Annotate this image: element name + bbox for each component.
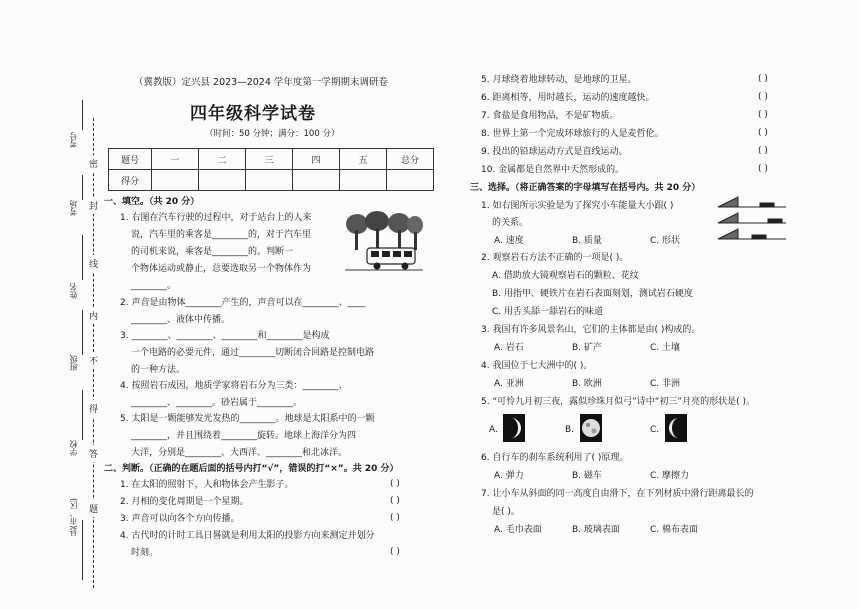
label-exam-room: 考场: [69, 200, 78, 216]
score-cell: 总分: [387, 149, 434, 170]
question-line: 1. 右图在汽车行驶的过程中，对于站台上的人来: [120, 213, 312, 223]
choice-option[interactable]: C. 土壤: [650, 343, 681, 353]
question-line: ________、________。砂岩属于________。: [131, 398, 303, 408]
underline: [82, 235, 83, 280]
choice-question: 5. “可怜九月初三夜，露似珍珠月似弓”诗中“初三”月亮的形状是( )。: [481, 397, 755, 407]
choice-option[interactable]: C. 棉布表面: [650, 525, 699, 535]
seal-char: 题: [89, 500, 98, 517]
question-line: 2. 声音是由物体________产生的，声音可以在________、____: [120, 298, 366, 308]
seal-char: 内: [89, 307, 98, 324]
choice-option[interactable]: B. 磁车: [572, 471, 602, 481]
score-table-score-row: [109, 170, 434, 191]
section-fill-blank: 一、填空。（共 20 分）: [104, 197, 200, 207]
question-line: 大洋，分别是________、大西洋、________和北冰洋。: [131, 448, 348, 458]
section-judge: 二、判断。（正确的在题后面的括号内打“√”，错误的打“×”。共 20 分）: [104, 464, 399, 474]
choice-question: 7. 让小车从斜面的同一高度自由滑下，在下列材质中滑行距离最长的: [481, 489, 754, 499]
answer-paren[interactable]: ( ): [758, 128, 768, 138]
choice-question: 6. 自行车的刹车系统利用了( )原理。: [481, 453, 629, 463]
score-input-cell[interactable]: [387, 170, 434, 191]
answer-paren[interactable]: ( ): [390, 479, 400, 489]
score-input-cell[interactable]: [152, 170, 199, 191]
score-table-header-row: [109, 149, 434, 170]
choice-option[interactable]: B. 用指甲、硬铁片在岩石表面刻划，测试岩石硬度: [492, 289, 693, 299]
answer-paren[interactable]: ( ): [758, 110, 768, 120]
underline: [82, 310, 83, 355]
choice-question: 2. 观察岩石方法不正确的一项是( )。: [481, 253, 629, 263]
bus-trees-image: [345, 210, 423, 272]
exam-subtitle: （时间：50 分钟；满分：100 分）: [205, 129, 340, 139]
choice-question: 3. 我国有许多风景名山，它们的主体都是由( )构成的。: [481, 325, 701, 335]
judge-item: 8. 世界上第一个完成环球旅行的人是麦哲伦。: [481, 129, 664, 139]
judge-item: 6. 距离相等，用时越长，运动的速度越快。: [481, 93, 655, 103]
label-name: 姓名: [69, 283, 78, 299]
label-class: 班级: [69, 355, 78, 371]
section-choice: 三、选择。（将正确答案的字母填写在括号内。共 20 分）: [470, 183, 701, 193]
score-cell: 一: [152, 149, 199, 170]
choice-question: 4. 我国位于七大洲中的( )。: [481, 361, 593, 371]
question-line: 3. ________、________、________和________是构成: [120, 331, 330, 341]
question-line: 4. 按照岩石成因，地质学家将岩石分为三类：________、: [120, 381, 348, 391]
choice-option[interactable]: C.: [650, 425, 660, 435]
question-line: 一个电路的必要元件，通过________切断闭合回路是控制电路: [131, 348, 375, 358]
score-input-cell[interactable]: [199, 170, 246, 191]
judge-item: 2. 月相的变化周期是一个星期。: [120, 497, 249, 507]
question-line: ________、液体中传播。: [131, 315, 231, 325]
binding-margin: [0, 0, 110, 609]
score-cell: 题号: [109, 149, 152, 170]
choice-option[interactable]: C. 非洲: [650, 379, 681, 389]
label-exam-number: 考号: [69, 132, 78, 148]
choice-option[interactable]: A. 亚洲: [494, 379, 524, 389]
choice-option[interactable]: B.: [565, 425, 575, 435]
score-table: [108, 148, 434, 191]
label-county: 县(市、区): [69, 498, 78, 537]
question-line: 的司机来说，乘客是________的。判断一: [131, 247, 294, 257]
exam-title: 四年级科学试卷: [190, 104, 316, 124]
choice-option[interactable]: A. 借助放大镜观察岩石的颗粒、花纹: [492, 271, 639, 281]
label-school: 学校: [69, 440, 78, 456]
score-cell: 得分: [109, 170, 152, 191]
choice-option[interactable]: C. 用舌头舔一舔岩石的味道: [492, 307, 604, 317]
moon-b-icon: [580, 414, 602, 442]
question-line: 说，汽车里的乘客是________的，对于汽车里: [131, 230, 312, 240]
judge-item: 10. 金属都是自然界中天然形成的。: [481, 165, 625, 175]
choice-option[interactable]: B. 欧洲: [572, 379, 602, 389]
choice-option[interactable]: A. 速度: [494, 236, 524, 246]
choice-option[interactable]: A. 岩石: [494, 343, 524, 353]
seal-char: 密: [89, 155, 98, 172]
moon-a-icon: [503, 414, 525, 442]
choice-option[interactable]: B. 矿产: [572, 343, 602, 353]
score-cell: 三: [246, 149, 293, 170]
score-cell: 五: [340, 149, 387, 170]
judge-item: 4. 古代时的计时工具日晷就是利用太阳的投影方向来测定并划分: [120, 531, 375, 541]
judge-item: 1. 在太阳的照射下，人和物体会产生影子。: [120, 480, 294, 490]
choice-option[interactable]: B. 玻璃表面: [572, 525, 620, 535]
choice-question: 是( )。: [492, 507, 520, 517]
ramp-car-image: [716, 195, 790, 245]
choice-option[interactable]: A.: [489, 425, 498, 435]
answer-paren[interactable]: ( ): [390, 496, 400, 506]
score-cell: 四: [293, 149, 340, 170]
question-line: ________，并且围绕着________旋转。地球上海洋分为四: [131, 431, 357, 441]
underline: [82, 390, 83, 440]
answer-paren[interactable]: ( ): [758, 92, 768, 102]
score-input-cell[interactable]: [293, 170, 340, 191]
answer-paren[interactable]: ( ): [758, 164, 768, 174]
score-cell: 二: [199, 149, 246, 170]
answer-paren[interactable]: ( ): [390, 547, 400, 557]
choice-question: 的关系。: [492, 218, 529, 228]
judge-item: 5. 月球绕着地球转动，是地球的卫星。: [481, 75, 637, 85]
choice-option[interactable]: A. 弹力: [494, 471, 524, 481]
choice-question: 1. 如右图所示实验是为了探究小车能量大小跟( ): [481, 201, 674, 211]
seal-char: 封: [89, 197, 98, 214]
seal-char: 不: [89, 352, 98, 369]
score-input-cell[interactable]: [340, 170, 387, 191]
question-line: ________。: [131, 281, 177, 291]
question-line: 的一种方法。: [131, 365, 186, 375]
answer-paren[interactable]: ( ): [390, 513, 400, 523]
underline: [82, 100, 83, 130]
seal-char: 得: [89, 400, 98, 417]
question-line: 个物体运动或静止，总要选取另一个物体作为: [131, 264, 312, 274]
choice-option[interactable]: B. 质量: [572, 236, 602, 246]
moon-c-icon: [665, 414, 687, 442]
seal-char: 答: [89, 445, 98, 462]
score-input-cell[interactable]: [246, 170, 293, 191]
answer-paren[interactable]: ( ): [758, 146, 768, 156]
question-line: 5. 太阳是一颗能够发光发热的________。地球是太阳系中的一颗: [120, 414, 375, 424]
judge-item: 时刻。: [131, 548, 159, 558]
judge-item: 3. 声音可以向各个方向传播。: [120, 514, 240, 524]
choice-option[interactable]: A. 毛巾表面: [494, 525, 542, 535]
exam-source: （冀教版）定兴县 2023—2024 学年度第一学期期末调研卷: [134, 77, 388, 88]
judge-item: 7. 食盐是食用物品，不是矿物质。: [481, 111, 619, 121]
choice-option[interactable]: C. 形状: [650, 236, 681, 246]
answer-paren[interactable]: ( ): [758, 74, 768, 84]
underline: [82, 520, 83, 580]
judge-item: 9. 投出的铅球运动方式是直线运动。: [481, 147, 628, 157]
seal-char: 线: [89, 255, 98, 272]
underline: [82, 175, 83, 200]
choice-option[interactable]: C. 摩擦力: [650, 471, 690, 481]
